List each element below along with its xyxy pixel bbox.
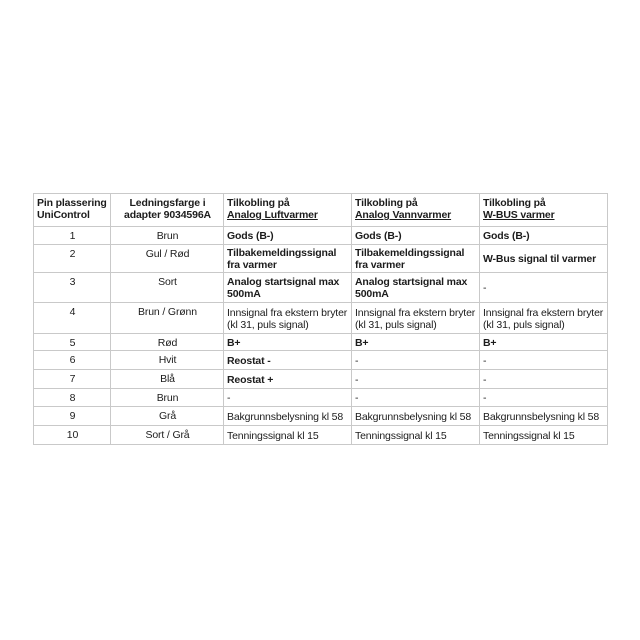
wbus-cell: - (480, 273, 608, 303)
pin-cell: 9 (34, 407, 111, 426)
header-wbus-varmer (480, 194, 608, 227)
analog-vannvarmer-cell: Gods (B-) (352, 227, 480, 245)
analog-luftvarmer-cell: Reostat - (224, 351, 352, 370)
header-analog-luftvarmer (224, 194, 352, 227)
header-analog-vannvarmer (352, 194, 480, 227)
pin-assignment-table (33, 193, 608, 445)
pin-cell: 4 (34, 303, 111, 334)
analog-luftvarmer-cell: Innsignal fra ekstern bryter (kl 31, puls signal) (224, 303, 352, 334)
pin-cell: 2 (34, 245, 111, 273)
header-text: Tilkobling på (227, 197, 290, 209)
header-link-text: Analog Luftvarmer (227, 209, 318, 221)
wbus-cell: - (480, 370, 608, 389)
pin-cell: 7 (34, 370, 111, 389)
pin-cell: 6 (34, 351, 111, 370)
analog-vannvarmer-cell: - (352, 389, 480, 407)
wire-color-cell: Hvit (111, 351, 224, 370)
table-row (34, 426, 608, 445)
table-row (34, 351, 608, 370)
pin-cell: 3 (34, 273, 111, 303)
analog-vannvarmer-cell: B+ (352, 334, 480, 351)
wire-color-cell: Blå (111, 370, 224, 389)
analog-luftvarmer-cell: - (224, 389, 352, 407)
analog-luftvarmer-cell: Gods (B-) (224, 227, 352, 245)
table-row (34, 303, 608, 334)
wbus-cell: - (480, 351, 608, 370)
wbus-cell: Bakgrunnsbelysning kl 58 (480, 407, 608, 426)
header-row (34, 194, 608, 227)
wire-color-cell: Brun (111, 389, 224, 407)
table-row (34, 389, 608, 407)
header-text: adapter 9034596A (124, 209, 211, 221)
analog-luftvarmer-cell: Tenningssignal kl 15 (224, 426, 352, 445)
pin-cell: 5 (34, 334, 111, 351)
wbus-cell: Tenningssignal kl 15 (480, 426, 608, 445)
wbus-cell: - (480, 389, 608, 407)
header-text: Ledningsfarge i (129, 197, 206, 209)
wire-color-cell: Sort / Grå (111, 426, 224, 445)
wbus-cell: Gods (B-) (480, 227, 608, 245)
analog-luftvarmer-cell: Tilbakemeldingssignal fra varmer (224, 245, 352, 273)
analog-vannvarmer-cell: Innsignal fra ekstern bryter (kl 31, puls signal) (352, 303, 480, 334)
wire-color-cell: Gul / Rød (111, 245, 224, 273)
wire-color-cell: Grå (111, 407, 224, 426)
header-text: Tilkobling på (355, 197, 418, 209)
header-link-text: Analog Vannvarmer (355, 209, 452, 221)
wire-color-cell: Sort (111, 273, 224, 303)
pin-cell: 1 (34, 227, 111, 245)
pin-cell: 10 (34, 426, 111, 445)
header-text: Pin plassering (37, 197, 107, 209)
analog-luftvarmer-cell: Reostat + (224, 370, 352, 389)
wbus-cell: W-Bus signal til varmer (480, 245, 608, 273)
wire-color-cell: Rød (111, 334, 224, 351)
table-row (34, 227, 608, 245)
analog-vannvarmer-cell: Tenningssignal kl 15 (352, 426, 480, 445)
table-row (34, 273, 608, 303)
wbus-cell: Innsignal fra ekstern bryter (kl 31, puls signal) (480, 303, 608, 334)
table-row (34, 370, 608, 389)
pin-cell: 8 (34, 389, 111, 407)
wire-color-cell: Brun (111, 227, 224, 245)
header-wire-color (111, 194, 224, 227)
analog-vannvarmer-cell: - (352, 370, 480, 389)
analog-luftvarmer-cell: B+ (224, 334, 352, 351)
wbus-cell: B+ (480, 334, 608, 351)
header-text: UniControl (37, 209, 90, 221)
header-text: Tilkobling på (483, 197, 546, 209)
analog-luftvarmer-cell: Analog startsignal max 500mA (224, 273, 352, 303)
table-row (34, 407, 608, 426)
wire-color-cell: Brun / Grønn (111, 303, 224, 334)
analog-luftvarmer-cell: Bakgrunnsbelysning kl 58 (224, 407, 352, 426)
table-row (34, 245, 608, 273)
table-row (34, 334, 608, 351)
analog-vannvarmer-cell: Bakgrunnsbelysning kl 58 (352, 407, 480, 426)
analog-vannvarmer-cell: Tilbakemeldingssignal fra varmer (352, 245, 480, 273)
analog-vannvarmer-cell: - (352, 351, 480, 370)
header-link-text: W-BUS varmer (483, 209, 555, 221)
header-pin-position (34, 194, 111, 227)
analog-vannvarmer-cell: Analog startsignal max 500mA (352, 273, 480, 303)
